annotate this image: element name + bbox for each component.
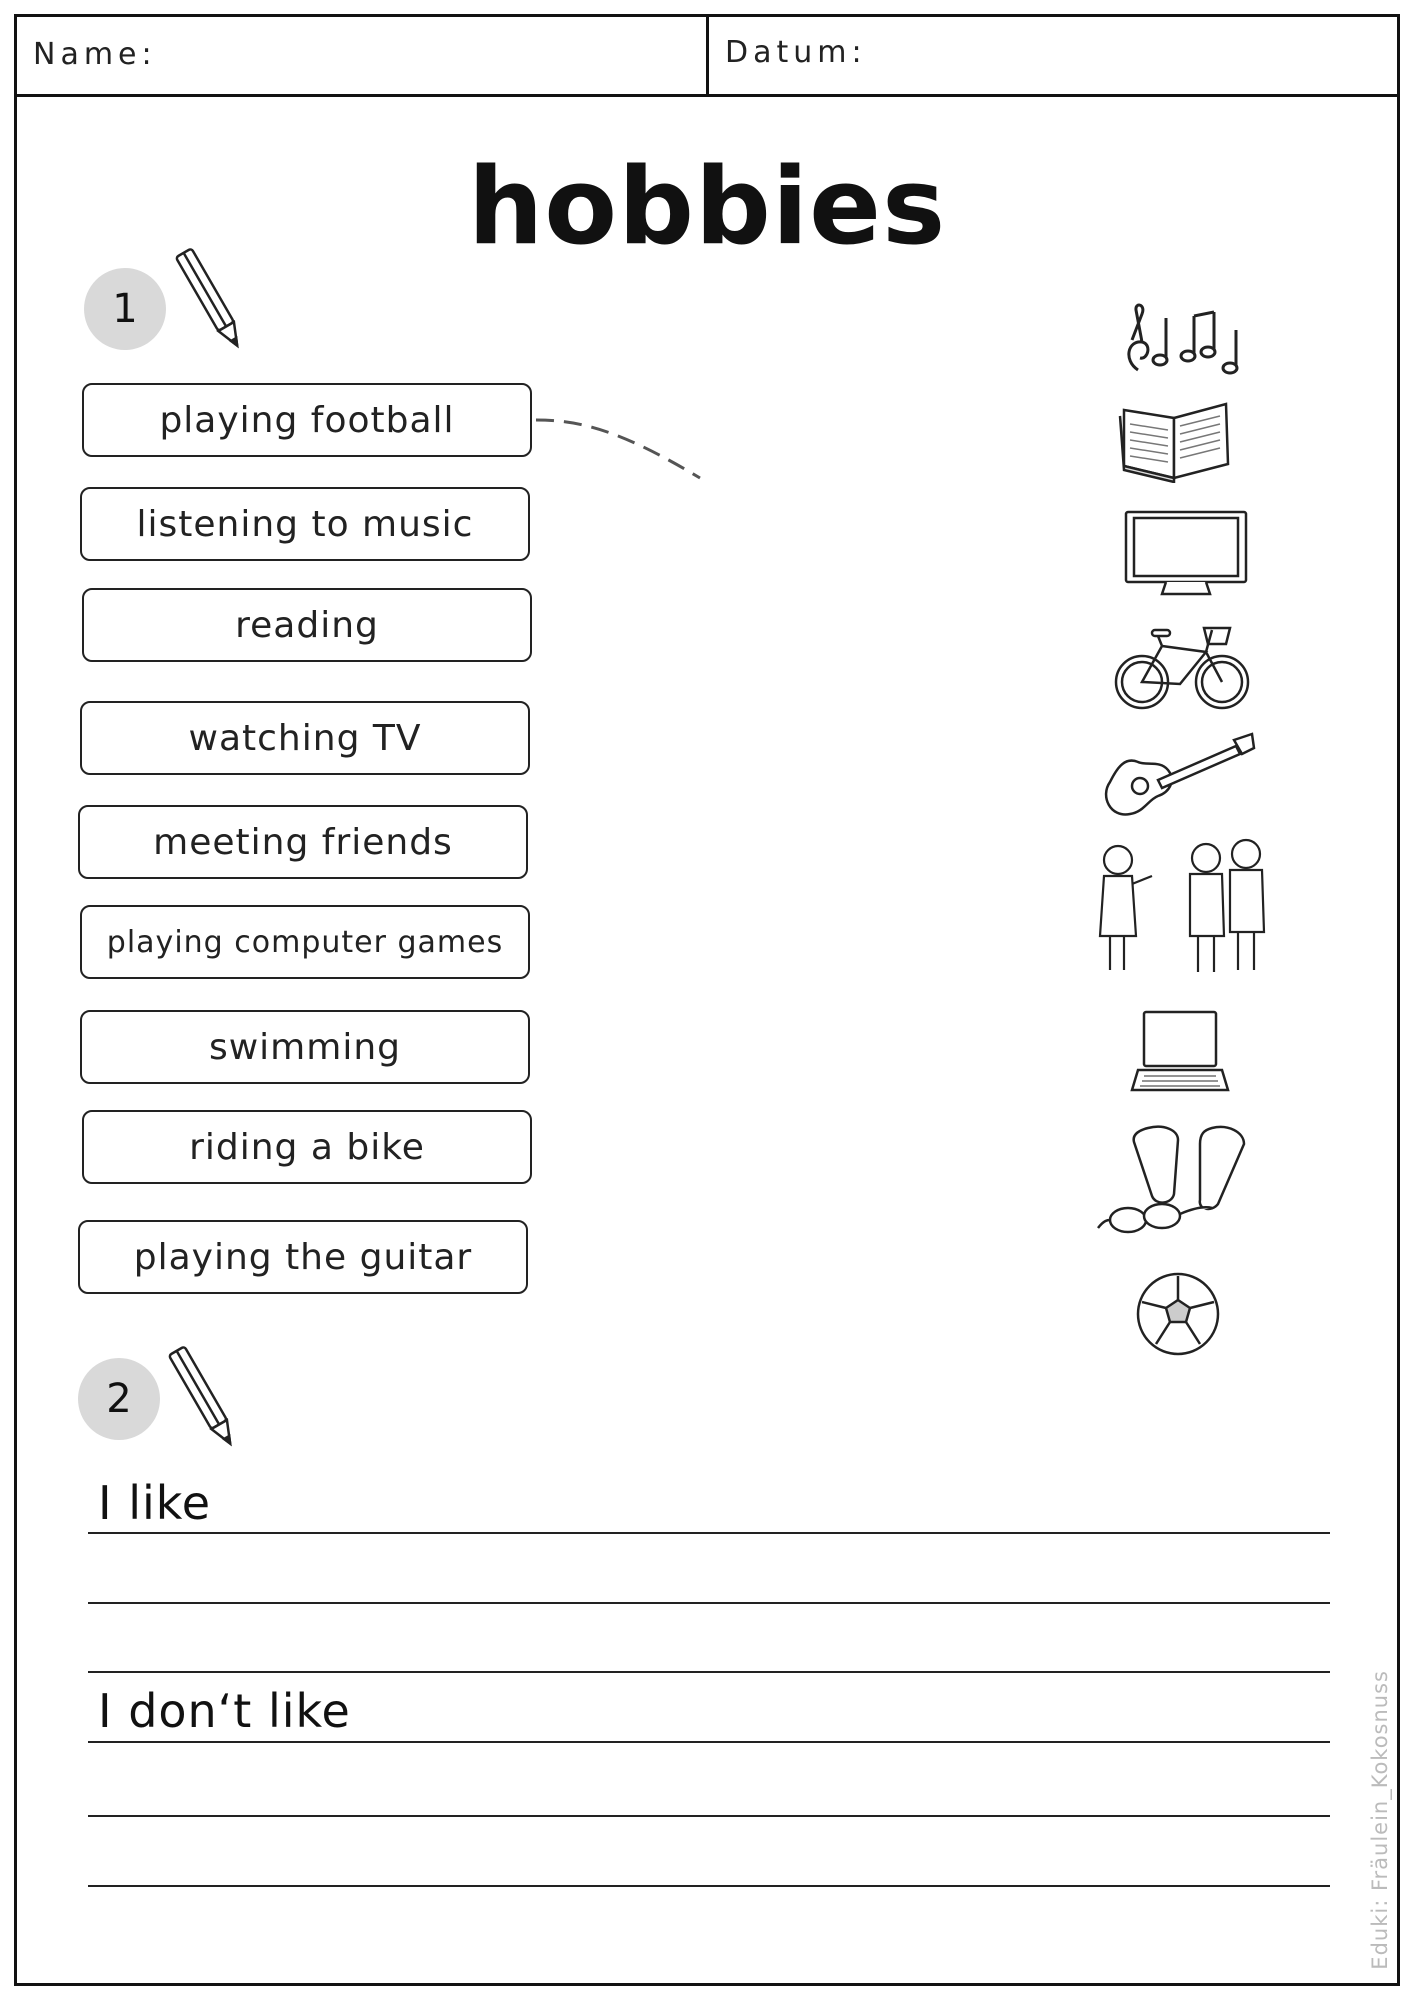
- laptop-icon: [1130, 1008, 1230, 1098]
- writing-line[interactable]: [88, 1815, 1330, 1817]
- example-dashed-line: [530, 410, 710, 490]
- page-title: hobbies: [467, 145, 947, 268]
- word-card[interactable]: riding a bike: [82, 1110, 532, 1184]
- bicycle-icon: [1112, 618, 1252, 714]
- writing-line[interactable]: [88, 1671, 1330, 1673]
- football-icon: [1134, 1270, 1222, 1358]
- word-card[interactable]: reading: [82, 588, 532, 662]
- word-card[interactable]: playing computer games: [80, 905, 530, 979]
- tv-icon: [1122, 508, 1250, 600]
- word-card[interactable]: playing the guitar: [78, 1220, 528, 1294]
- exercise-2-badge: 2: [78, 1358, 160, 1440]
- writing-line[interactable]: [88, 1602, 1330, 1604]
- i-dont-like-label: I don‘t like: [98, 1684, 351, 1738]
- name-label: Name:: [33, 37, 157, 72]
- exercise-1-badge: 1: [84, 268, 166, 350]
- music-notes-icon: [1118, 300, 1248, 380]
- credit-watermark: Eduki: Fräulein_Kokosnuss: [1368, 1670, 1392, 1970]
- writing-line[interactable]: [88, 1741, 1330, 1743]
- header-row: [17, 17, 1397, 97]
- date-label: Datum:: [725, 35, 867, 70]
- friends-icon: [1094, 836, 1274, 986]
- writing-line[interactable]: [88, 1532, 1330, 1534]
- writing-line[interactable]: [88, 1885, 1330, 1887]
- word-card[interactable]: swimming: [80, 1010, 530, 1084]
- word-card[interactable]: listening to music: [80, 487, 530, 561]
- word-card[interactable]: playing football: [82, 383, 532, 457]
- header-divider: [706, 17, 709, 97]
- pencil-icon: [172, 240, 252, 360]
- flippers-goggles-icon: [1094, 1124, 1264, 1248]
- word-card[interactable]: watching TV: [80, 701, 530, 775]
- open-book-icon: [1118, 398, 1233, 483]
- i-like-label: I like: [98, 1476, 212, 1530]
- word-card[interactable]: meeting friends: [78, 805, 528, 879]
- pencil-icon: [165, 1338, 245, 1458]
- guitar-icon: [1096, 730, 1256, 822]
